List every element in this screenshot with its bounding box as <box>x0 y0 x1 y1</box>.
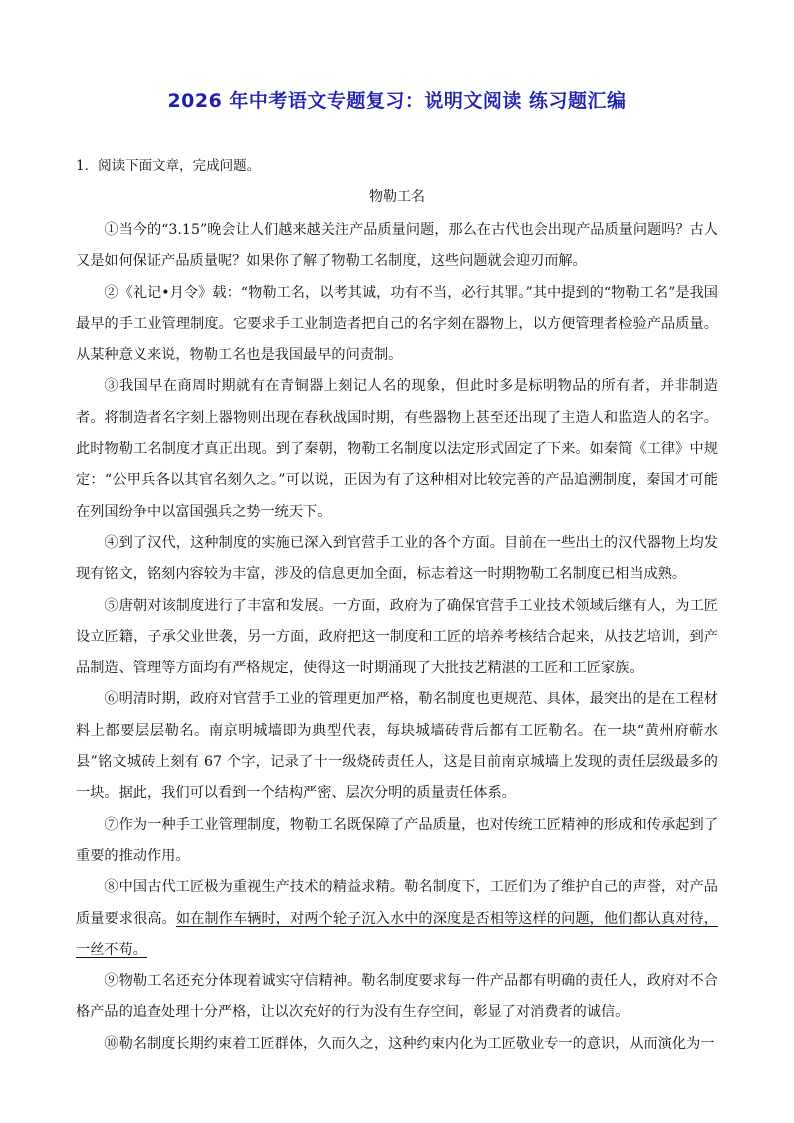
paragraph-text: ⑤唐朝对该制度进行了丰富和发展。一方面，政府为了确保官营手工业技术领域后继有人，为工匠设立匠籍，子承父业世袭，另一方面，政府把这一制度和工匠的培养考核结合起来，从技艺培训，到产品制造、管理等方面均有严格规定，使得这一时期涌现了大批技艺精湛的工匠和工匠家族。 <box>76 597 718 677</box>
article-title: 物勒工名 <box>369 189 425 205</box>
paragraph-7 <box>76 810 718 873</box>
paragraph-text: ③我国早在商周时期就有在青铜器上刻记人名的现象，但此时多是标明物品的所有者，并非制造者。将制造者名字刻上器物则出现在春秋战国时期，有些器物上甚至还出现了主造人和监造人的名字。此时物勒工名制度才真正出现。到了秦朝，物勒工名制度以法定形式固定了下来。如秦简《工律》中规定：“公甲兵各以其官名刻久之。”可以说，正因为有了这种相对比较完善的产品追溯制度，秦国才可能在列国纷争中以富国强兵之势一统天下。 <box>76 378 718 520</box>
paragraph-2 <box>76 278 718 372</box>
paragraph-text: ②《礼记•月令》载：“物勒工名，以考其诚，功有不当，必行其罪。”其中提到的“物勒工名”是我国最早的手工业管理制度。它要求手工业制造者把自己的名字刻在器物上，以方便管理者检验产品质量。从某种意义来说，物勒工名也是我国最早的问责制。 <box>76 284 718 364</box>
paragraph-5 <box>76 591 718 685</box>
paragraph-8 <box>76 872 718 966</box>
paragraph-9 <box>76 966 718 1029</box>
paragraph-text: ①当今的“3.15”晚会让人们越来越关注产品质量问题，那么在古代也会出现产品质量问题吗？古人又是如何保证产品质量呢？如果你了解了物勒工名制度，这些问题就会迎刃而解。 <box>76 222 718 270</box>
paragraph-text: ⑦作为一种手工业管理制度，物勒工名既保障了产品质量，也对传统工匠精神的形成和传承起到了重要的推动作用。 <box>76 816 718 864</box>
question-prompt: 1．阅读下面文章，完成问题。 <box>76 158 261 174</box>
paragraph-text: ⑥明清时期，政府对官营手工业的管理更加严格，勒名制度也更规范、具体，最突出的是在工程材料上都要层层勒名。南京明城墙即为典型代表，每块城墙砖背后都有工匠勒名。在一块“黄州府蕲水县”铭文城砖上刻有 67 个字，记录了十一级烧砖责任人，这是目前南京城墙上发现的责任层级最多的一块。据此，我们可以看到一个结构严密、层次分明的质量责任体系。 <box>76 691 718 802</box>
paragraph-text: ⑩勒名制度长期约束着工匠群体，久而久之，这种约束内化为工匠敬业专一的意识，从而演化为一 <box>104 1035 715 1052</box>
document-title: 2026 年中考语文专题复习：说明文阅读 练习题汇编 <box>167 90 627 112</box>
paragraph-text: ⑨物勒工名还充分体现着诚实守信精神。勒名制度要求每一件产品都有明确的责任人，政府对不合格产品的追查处理十分严格，让以次充好的行为没有生存空间，彰显了对消费者的诚信。 <box>76 973 718 1021</box>
paragraph-3 <box>76 371 718 527</box>
paragraph-10 <box>76 1029 718 1060</box>
paragraph-6 <box>76 684 718 809</box>
paragraph-text: ⑧中国古代工匠极为重视生产技术的精益求精。勒名制度下，工匠们为了维护自己的声誉，对产品质量要求很高。 <box>76 879 718 927</box>
underlined-sentence: 如在制作车辆时，对两个轮子沉入水中的深度是否相等这样的问题，他们都认真对待，一丝不苟。 <box>76 910 718 958</box>
paragraph-1 <box>76 215 718 278</box>
paragraph-text: ④到了汉代，这种制度的实施已深入到官营手工业的各个方面。目前在一些出土的汉代器物上均发现有铭文，铭刻内容较为丰富，涉及的信息更加全面，标志着这一时期物勒工名制度已相当成熟。 <box>76 534 718 583</box>
article-body <box>76 215 718 1060</box>
paragraph-4 <box>76 528 718 591</box>
